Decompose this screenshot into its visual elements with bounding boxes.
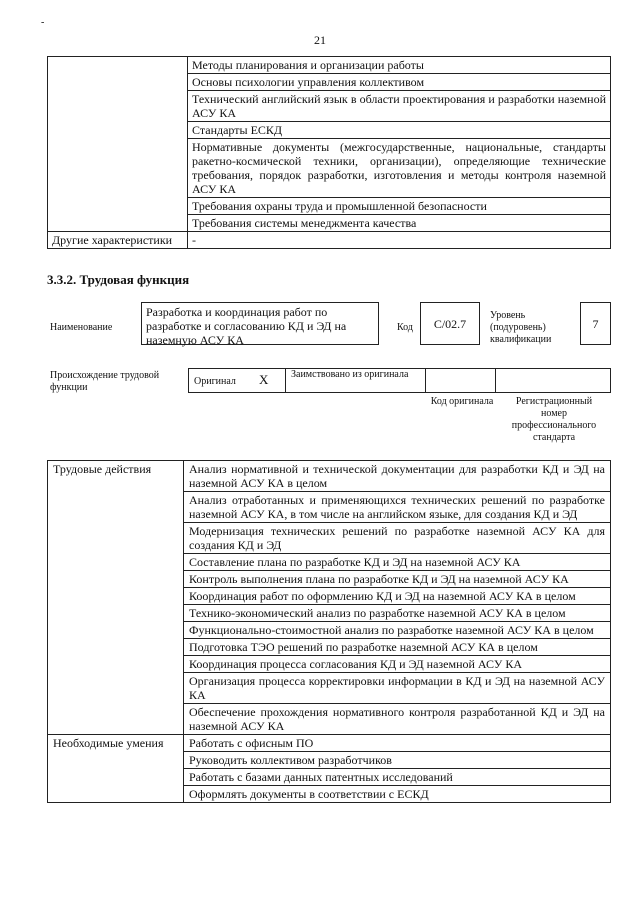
row-label: Другие характеристики: [48, 232, 188, 249]
row-text: Основы психологии управления коллективом: [188, 74, 611, 91]
table-row: [48, 57, 611, 74]
list-item: Модернизация технических решений по разработке наземной АСУ КА для создания КД и ЭД: [184, 523, 611, 554]
row-text: -: [188, 232, 611, 249]
list-item: Организация процесса корректировки информации в КД и ЭД на наземной АСУ КА: [184, 673, 611, 704]
list-item: Координация работ по оформлению КД и ЭД на наземной АСУ КА в целом: [184, 588, 611, 605]
list-item: Обеспечение прохождения нормативного контроля разработанной КД и ЭД на наземной АСУ КА: [184, 704, 611, 735]
page-mark: -: [41, 17, 45, 28]
list-item: Контроль выполнения плана по разработке КД и ЭД на наземной АСУ КА: [184, 571, 611, 588]
list-item: Анализ нормативной и технической документации для разработки КД и ЭД на наземной АСУ КА в целом: [184, 461, 611, 492]
code-original-caption: Код оригинала: [430, 396, 494, 407]
code-value: С/02.7: [433, 316, 467, 331]
page-number: 21: [314, 33, 326, 47]
list-item: Работать с базами данных патентных исследований: [184, 769, 611, 786]
knowledge-table: [47, 56, 611, 249]
list-item: Составление плана по разработке КД и ЭД на наземной АСУ КА: [184, 554, 611, 571]
blank-cell: [48, 57, 188, 232]
table-row: [48, 461, 611, 492]
row-text: Стандарты ЕСКД: [188, 122, 611, 139]
origin-box: [188, 368, 611, 393]
list-item: Технико-экономический анализ по разработке наземной АСУ КА в целом: [184, 605, 611, 622]
level-label: Уровень (подуровень) квалификации: [490, 310, 552, 345]
list-item: Анализ отработанных и применяющихся технических решений по разработке наземной АСУ КА, в том числе на английском языке, для создания КД и ЭД: [184, 492, 611, 523]
table-row: [48, 232, 611, 249]
row-text: Требования системы менеджмента качества: [188, 215, 611, 232]
borrowed-label: Заимствовано из оригинала: [291, 369, 409, 380]
level-value: 7: [592, 316, 599, 331]
name-label: Наименование: [50, 322, 113, 333]
list-item: Руководить коллективом разработчиков: [184, 752, 611, 769]
section-heading: 3.3.2. Трудовая функция: [47, 272, 190, 287]
list-item: Подготовка ТЭО решений по разработке наземной АСУ КА в целом: [184, 639, 611, 656]
list-item: Координация процесса согласования КД и ЭД наземной АСУ КА: [184, 656, 611, 673]
list-item: Функционально-стоимостной анализ по разработке наземной АСУ КА в целом: [184, 622, 611, 639]
list-item: Оформлять документы в соответствии с ЕСКД: [184, 786, 611, 803]
section-label: Необходимые умения: [48, 735, 184, 803]
function-name-box: [141, 302, 379, 345]
reg-number-caption: Регистрационный номер профессионального стандарта: [511, 396, 597, 443]
origin-divider-2: [425, 369, 426, 392]
origin-divider-3: [495, 369, 496, 392]
code-box: [420, 302, 480, 345]
level-box: [580, 302, 611, 345]
origin-label: Происхождение трудовой функции: [50, 370, 160, 393]
row-text: Технический английский язык в области проектирования и разработки наземной АСУ КА: [188, 91, 611, 122]
row-text: Требования охраны труда и промышленной безопасности: [188, 198, 611, 215]
original-mark: X: [259, 372, 269, 387]
row-text: Нормативные документы (межгосударственные, национальные, стандарты ракетно-космической техники, организации), определяющие технические требования, порядок разработки, изготовления и методы контроля наземной АСУ КА: [188, 139, 611, 198]
table-row: [48, 735, 611, 752]
origin-divider-1: [285, 369, 286, 392]
section-label: Трудовые действия: [48, 461, 184, 735]
list-item: Работать с офисным ПО: [184, 735, 611, 752]
function-name-value: Разработка и координация работ по разработке и согласованию КД и ЭД на наземную АСУ КА: [146, 305, 347, 347]
original-label: Оригинал: [194, 376, 236, 387]
code-label: Код: [397, 322, 413, 333]
row-text: Методы планирования и организации работы: [188, 57, 611, 74]
labor-function-table: [47, 460, 611, 803]
